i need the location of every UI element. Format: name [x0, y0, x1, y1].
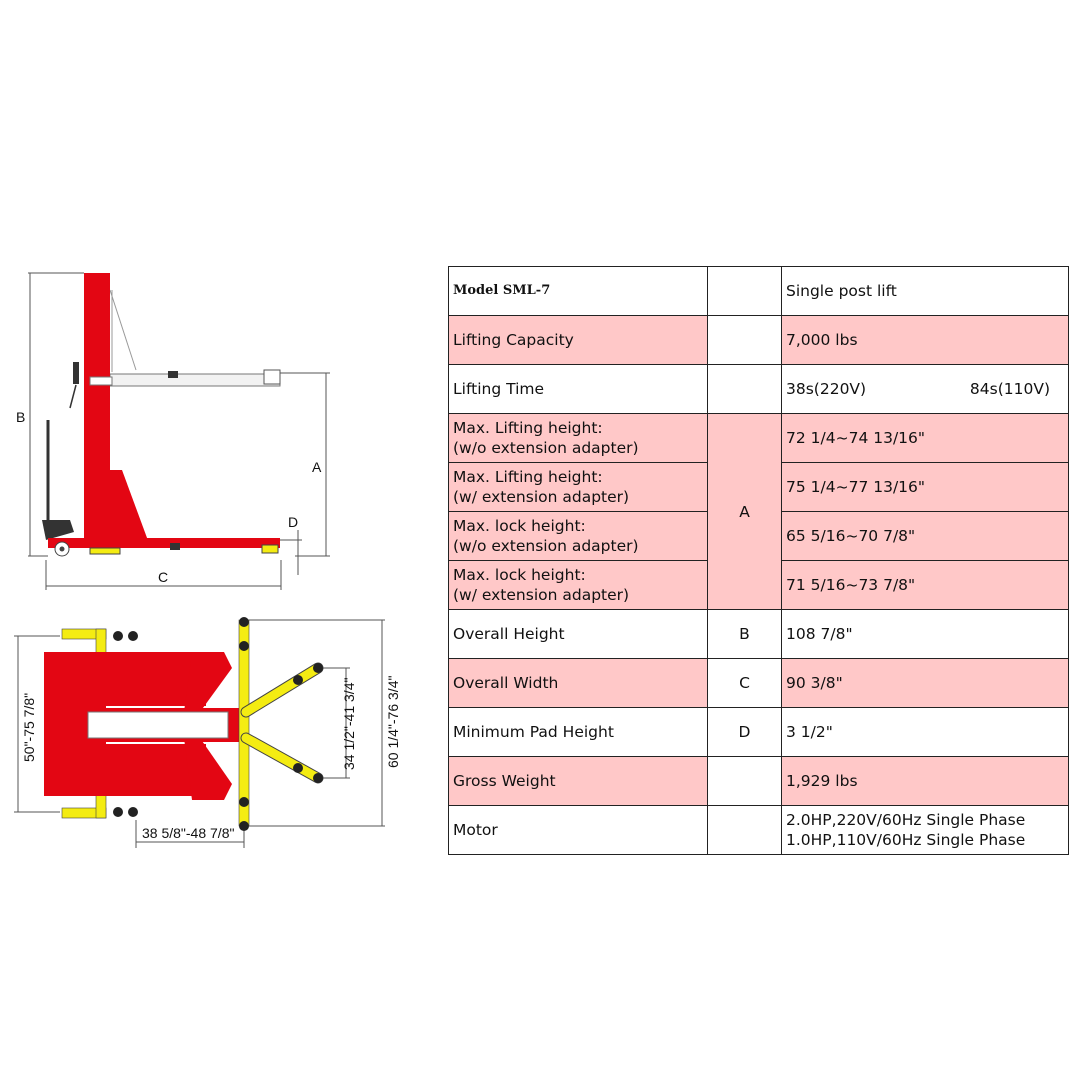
dim-label-arm-range: 34 1/2"-41 3/4": [341, 677, 357, 770]
dim-label-overall-range: 60 1/4"-76 3/4": [385, 675, 401, 768]
table-row: [449, 267, 1069, 316]
overall-height-value: 108 7/8": [782, 610, 1069, 659]
overall-height-code: B: [708, 610, 782, 659]
dim-label-d: D: [288, 514, 299, 530]
dim-label-a: A: [312, 459, 322, 475]
lifting-time-label: Lifting Time: [449, 365, 708, 414]
overall-height-label: Overall Height: [449, 610, 708, 659]
height-value: 71 5/16~73 7/8": [782, 561, 1069, 610]
lifting-capacity-value: 7,000 lbs: [782, 316, 1069, 365]
motor-label: Motor: [449, 806, 708, 855]
height-value: 72 1/4~74 13/16": [782, 414, 1069, 463]
gross-weight-value: 1,929 lbs: [782, 757, 1069, 806]
table-row: [449, 708, 1069, 757]
height-value: 75 1/4~77 13/16": [782, 463, 1069, 512]
table-row: [449, 365, 1069, 414]
height-label-line1: Max. Lifting height:: [453, 468, 603, 486]
lifting-capacity-label: Lifting Capacity: [449, 316, 708, 365]
table-row: [449, 806, 1069, 855]
min-pad-height-code: D: [708, 708, 782, 757]
model-value: Single post lift: [782, 267, 1069, 316]
lifting-time-110: 84s(110V): [969, 380, 1050, 398]
arm-bar: [110, 374, 280, 386]
height-label-line1: Max. lock height:: [453, 566, 586, 584]
lift-base: [48, 538, 280, 548]
dim-label-width-range: 50"-75 7/8": [21, 692, 37, 762]
dim-label-b: B: [16, 409, 26, 425]
motor-value-220: 2.0HP,220V/60Hz Single Phase: [786, 811, 1026, 829]
overall-width-label: Overall Width: [449, 659, 708, 708]
overall-width-value: 90 3/8": [782, 659, 1069, 708]
motor-value-110: 1.0HP,110V/60Hz Single Phase: [786, 831, 1026, 849]
side-view: [16, 273, 330, 590]
height-label-line1: Max. Lifting height:: [453, 419, 603, 437]
height-label-line2: (w/o extension adapter): [453, 537, 639, 555]
table-row: [449, 610, 1069, 659]
height-label-line1: Max. lock height:: [453, 517, 586, 535]
lift-diagram: [0, 0, 440, 1080]
dim-label-c: C: [158, 569, 169, 585]
min-pad-height-label: Minimum Pad Height: [449, 708, 708, 757]
height-label-line2: (w/o extension adapter): [453, 439, 639, 457]
height-group-code: A: [708, 414, 782, 610]
overall-width-code: C: [708, 659, 782, 708]
dim-label-base-range: 38 5/8"-48 7/8": [142, 825, 235, 841]
table-row: [449, 316, 1069, 365]
table-row: [449, 659, 1069, 708]
gross-weight-label: Gross Weight: [449, 757, 708, 806]
min-pad-height-value: 3 1/2": [782, 708, 1069, 757]
model-label: Model SML-7: [449, 267, 708, 316]
lift-column: [84, 273, 110, 546]
top-view: [14, 617, 401, 848]
height-value: 65 5/16~70 7/8": [782, 512, 1069, 561]
table-row: [449, 757, 1069, 806]
height-label-line2: (w/ extension adapter): [453, 586, 630, 604]
spec-table: [448, 266, 1069, 855]
lifting-time-220: 38s(220V): [786, 380, 867, 398]
height-label-line2: (w/ extension adapter): [453, 488, 630, 506]
table-row: [449, 414, 1069, 463]
